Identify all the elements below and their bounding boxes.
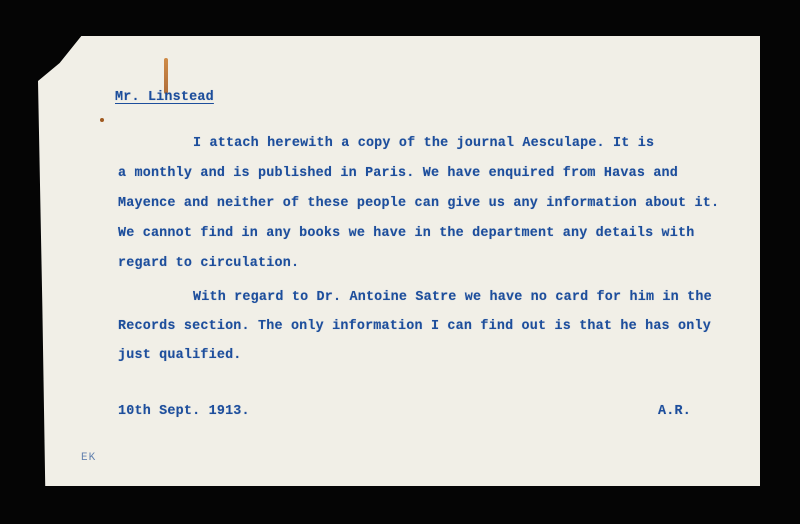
memo-line-6: With regard to Dr. Antoine Satre we have no card for him in the bbox=[193, 290, 712, 305]
memo-line-3: Mayence and neither of these people can give us any information about it. bbox=[118, 196, 720, 211]
memo-line-2: a monthly and is published in Paris. We have enquired from Havas and bbox=[118, 166, 679, 181]
memo-line-4: We cannot find in any books we have in the department any details with bbox=[118, 226, 695, 241]
rust-stain bbox=[164, 58, 168, 94]
memo-line-5: regard to circulation. bbox=[118, 256, 300, 271]
memo-line-7: Records section. The only information I can find out is that he has only bbox=[118, 319, 711, 334]
memo-line-8: just qualified. bbox=[118, 348, 242, 363]
memo-line-1: I attach herewith a copy of the journal Aesculape. It is bbox=[193, 136, 655, 151]
memo-signature: A.R. bbox=[658, 404, 691, 419]
rust-spot bbox=[100, 118, 104, 122]
memo-date: 10th Sept. 1913. bbox=[118, 404, 250, 419]
margin-initials: EK bbox=[81, 452, 97, 464]
memo-addressee: Mr. Linstead bbox=[115, 90, 214, 105]
